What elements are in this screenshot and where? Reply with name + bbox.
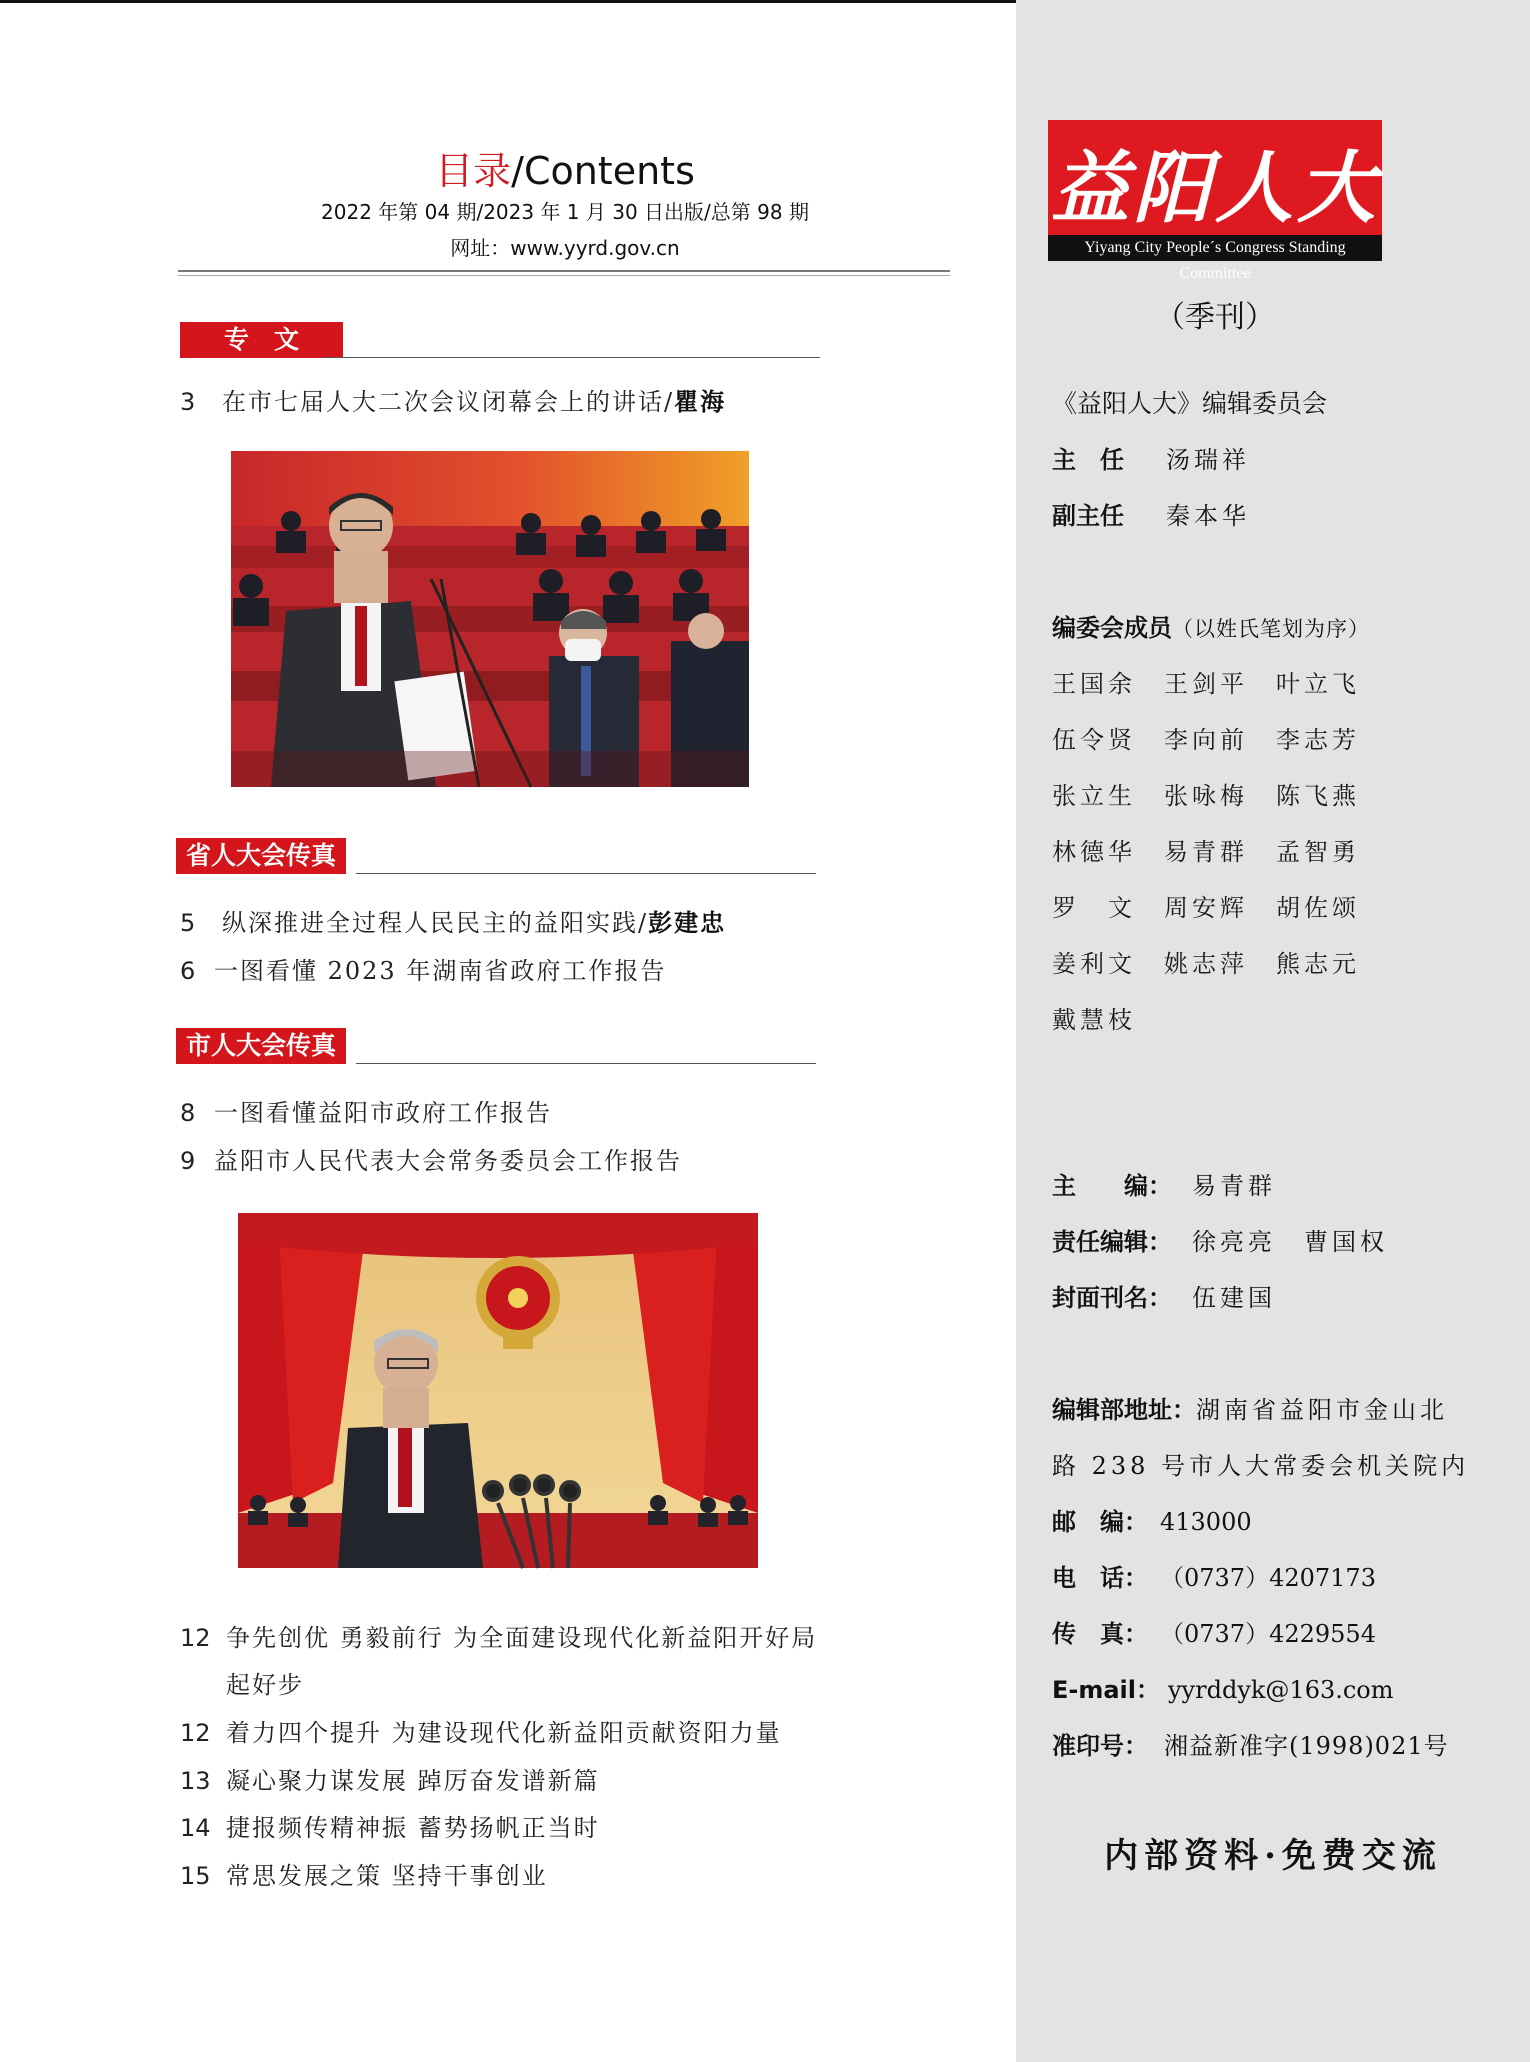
header-divider-thin	[178, 275, 950, 276]
page-title	[0, 140, 1130, 195]
page-number: 15	[180, 1862, 211, 1890]
website-line: 网址：www.yyrd.gov.cn	[450, 236, 680, 260]
entry-author: 彭建忠	[648, 909, 727, 937]
photo-speaker-work-report	[238, 1213, 758, 1568]
logo-title: 益阳人大	[1050, 143, 1379, 234]
member-name: 周安辉	[1164, 894, 1248, 922]
deputy-name: 秦本华	[1166, 502, 1250, 530]
toc-entry[interactable]	[180, 1808, 600, 1843]
toc-entry[interactable]	[180, 1618, 817, 1653]
resp-editor-row	[1052, 1222, 1388, 1257]
entry-title: 争先创优 勇毅前行 为全面建设现代化新益阳开好局	[226, 1624, 818, 1652]
page-number: 6	[180, 957, 196, 985]
entry-title: 常思发展之策 坚持干事创业	[226, 1862, 548, 1890]
toc-entry[interactable]	[180, 951, 666, 986]
toc-entry[interactable]	[180, 1761, 600, 1796]
page-number: 14	[180, 1814, 211, 1842]
permit-row	[1052, 1726, 1449, 1761]
director-name: 汤瑞祥	[1166, 446, 1250, 474]
address-line-1: 湖南省益阳市金山北	[1196, 1396, 1448, 1424]
members-row	[1052, 888, 1388, 944]
toc-entry[interactable]	[180, 1856, 548, 1891]
postcode-label: 邮 编：	[1052, 1508, 1148, 1536]
member-name: 孟智勇	[1276, 838, 1360, 866]
member-name: 张立生	[1052, 782, 1136, 810]
distribution-note: 内部资料·免费交流	[1104, 1836, 1442, 1876]
issue-info: 2022 年第 04 期/2023 年 1 月 30 日出版/总第 98 期	[321, 200, 809, 224]
permit-label: 准印号：	[1052, 1732, 1148, 1760]
member-name: 张咏梅	[1164, 782, 1248, 810]
section-city	[176, 1028, 816, 1064]
email-label: E-mail：	[1052, 1676, 1161, 1704]
section-rule	[323, 357, 820, 358]
entry-title: 在市七届人大二次会议闭幕会上的讲话/	[222, 388, 675, 416]
resp-editor-label: 责任编辑：	[1052, 1228, 1172, 1256]
members-row	[1052, 664, 1388, 720]
page-number: 3	[180, 388, 196, 416]
member-name: 林德华	[1052, 838, 1136, 866]
address-row-2	[1052, 1446, 1469, 1481]
toc-entry-continued[interactable]	[226, 1665, 304, 1700]
section-provincial	[176, 838, 816, 874]
members-row	[1052, 832, 1388, 888]
members-note: （以姓氏笔划为序）	[1172, 617, 1370, 641]
member-name: 熊志元	[1276, 950, 1360, 978]
chief-editor-name: 易青群	[1192, 1172, 1276, 1200]
deputy-label: 副主任	[1052, 502, 1124, 530]
section-special	[180, 322, 820, 358]
toc-contents-label: /Contents	[511, 149, 695, 193]
chief-editor-label: 主 编：	[1052, 1172, 1172, 1200]
member-name: 戴慧枝	[1052, 1006, 1136, 1034]
section-label: 专 文	[180, 322, 343, 358]
fax-value: （0737）4229554	[1160, 1620, 1376, 1648]
entry-title: 起好步	[226, 1671, 304, 1699]
member-name: 姜利文	[1052, 950, 1136, 978]
director-label: 主 任	[1052, 446, 1124, 474]
member-name: 伍令贤	[1052, 726, 1136, 754]
director-row	[1052, 440, 1250, 475]
magazine-logo	[1048, 120, 1382, 282]
header-divider	[178, 270, 950, 272]
cover-title-label: 封面刊名：	[1052, 1284, 1172, 1312]
entry-title: 一图看懂 2023 年湖南省政府工作报告	[214, 957, 667, 985]
phone-label: 电 话：	[1052, 1564, 1148, 1592]
email-row	[1052, 1670, 1394, 1705]
member-name: 姚志萍	[1164, 950, 1248, 978]
section-rule	[356, 1063, 816, 1064]
toc-entry[interactable]	[180, 382, 726, 417]
cover-title-row	[1052, 1278, 1276, 1313]
section-rule	[356, 873, 816, 874]
section-label: 省人大会传真	[176, 838, 346, 874]
member-name: 李向前	[1164, 726, 1248, 754]
page-number: 13	[180, 1767, 211, 1795]
email-value[interactable]: yyrddyk@163.com	[1168, 1676, 1394, 1704]
photo-speaker-closing-session	[231, 451, 749, 787]
member-name: 陈飞燕	[1276, 782, 1360, 810]
member-name: 罗 文	[1052, 894, 1136, 922]
permit-value: 湘益新准字(1998)021号	[1164, 1732, 1449, 1760]
page-number: 5	[180, 909, 196, 937]
quarterly-label: （季刊）	[1155, 300, 1275, 335]
toc-entry[interactable]	[180, 1093, 552, 1128]
toc-entry[interactable]	[180, 1141, 682, 1176]
page-number: 12	[180, 1624, 211, 1652]
members-label: 编委会成员	[1052, 614, 1172, 642]
members-row	[1052, 720, 1388, 776]
entry-title: 捷报频传精神振 蓄势扬帆正当时	[226, 1814, 600, 1842]
committee-title: 《益阳人大》编辑委员会	[1052, 389, 1328, 418]
address-label: 编辑部地址：	[1052, 1396, 1196, 1424]
phone-row	[1052, 1558, 1376, 1593]
entry-title: 凝心聚力谋发展 踔厉奋发谱新篇	[226, 1767, 600, 1795]
page-number: 8	[180, 1099, 196, 1127]
logo-subtitle: Yiyang City People´s Congress Standing Committee	[1048, 235, 1382, 261]
resp-editor-names: 徐亮亮 曹国权	[1192, 1228, 1388, 1256]
fax-row	[1052, 1614, 1376, 1649]
members-row	[1052, 944, 1388, 1000]
member-name: 李志芳	[1276, 726, 1360, 754]
page-number: 12	[180, 1719, 211, 1747]
members-heading	[1052, 608, 1370, 643]
cover-title-name: 伍建国	[1192, 1284, 1276, 1312]
entry-title: 一图看懂益阳市政府工作报告	[214, 1099, 552, 1127]
chief-editor-row	[1052, 1166, 1276, 1201]
postcode-row	[1052, 1502, 1252, 1537]
member-name: 易青群	[1164, 838, 1248, 866]
phone-value: （0737）4207173	[1160, 1564, 1376, 1592]
fax-label: 传 真：	[1052, 1620, 1148, 1648]
section-label: 市人大会传真	[176, 1028, 346, 1064]
postcode-value: 413000	[1160, 1508, 1252, 1536]
member-name: 叶立飞	[1276, 670, 1360, 698]
entry-title: 着力四个提升 为建设现代化新益阳贡献资阳力量	[226, 1719, 782, 1747]
member-name: 胡佐颂	[1276, 894, 1360, 922]
page-number: 9	[180, 1147, 196, 1175]
member-name: 王剑平	[1164, 670, 1248, 698]
entry-title: 纵深推进全过程人民民主的益阳实践/	[222, 909, 649, 937]
toc-entry[interactable]	[180, 1713, 782, 1748]
deputy-row	[1052, 496, 1250, 531]
members-row	[1052, 776, 1388, 832]
members-row	[1052, 1000, 1388, 1056]
toc-entry[interactable]	[180, 903, 726, 938]
member-name: 王国余	[1052, 670, 1136, 698]
address-row	[1052, 1390, 1448, 1425]
address-line-2: 路 238 号市人大常委会机关院内	[1052, 1452, 1470, 1480]
members-list	[1052, 664, 1388, 1056]
entry-title: 益阳市人民代表大会常务委员会工作报告	[214, 1147, 682, 1175]
toc-label: 目录	[435, 149, 512, 193]
entry-author: 瞿海	[674, 388, 727, 416]
